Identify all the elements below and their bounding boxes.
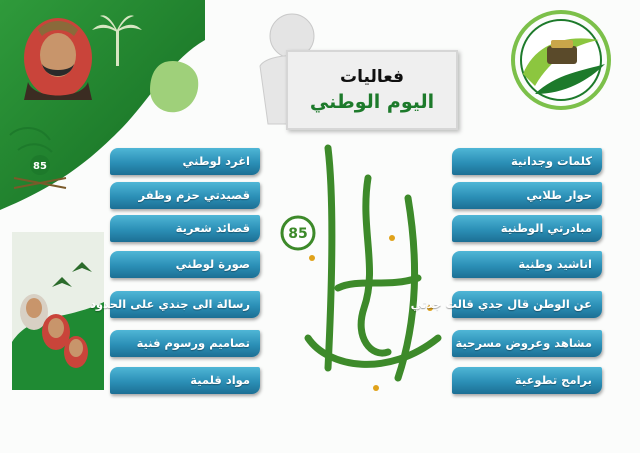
top-left-banner <box>0 0 205 210</box>
button-letter-to-soldier[interactable]: رسالة الى جندي على الحدود <box>110 291 260 318</box>
button-picture-for-homeland[interactable]: صورة لوطني <box>110 251 260 278</box>
title-card <box>286 50 458 130</box>
button-my-national-initiative[interactable]: مبادرتي الوطنية <box>452 215 602 242</box>
school-logo <box>505 4 617 116</box>
button-volunteer-programs[interactable]: برامج تطوعية <box>452 367 602 394</box>
button-pen-materials[interactable]: مواد قلمية <box>110 367 260 394</box>
title-national-day: اليوم الوطني <box>309 91 435 113</box>
emblem-number: 85 <box>33 161 47 172</box>
button-theatrical-scenes[interactable]: مشاهد وعروض مسرحية <box>452 330 602 357</box>
button-tweet-for-my-homeland[interactable]: اغرد لوطني <box>110 148 260 175</box>
button-student-dialogue[interactable]: حوار طلابي <box>452 182 602 209</box>
national-day-calligraphy <box>268 138 464 400</box>
button-my-poem[interactable]: قصيدتي حزم وظفر <box>110 182 260 209</box>
title-events: فعاليات <box>340 67 404 87</box>
saudi-map-icon <box>150 61 198 112</box>
button-grandparents-said[interactable]: عن الوطن قال جدي قالت جدتي <box>452 291 602 318</box>
button-poetic-poems[interactable]: قصائد شعرية <box>110 215 260 242</box>
button-emotional-words[interactable]: كلمات وجدانية <box>452 148 602 175</box>
calligraphy-number: 85 <box>288 226 308 242</box>
button-designs-and-drawings[interactable]: تصاميم ورسوم فنية <box>110 330 260 357</box>
button-national-songs[interactable]: اناشيد وطنية <box>452 251 602 278</box>
